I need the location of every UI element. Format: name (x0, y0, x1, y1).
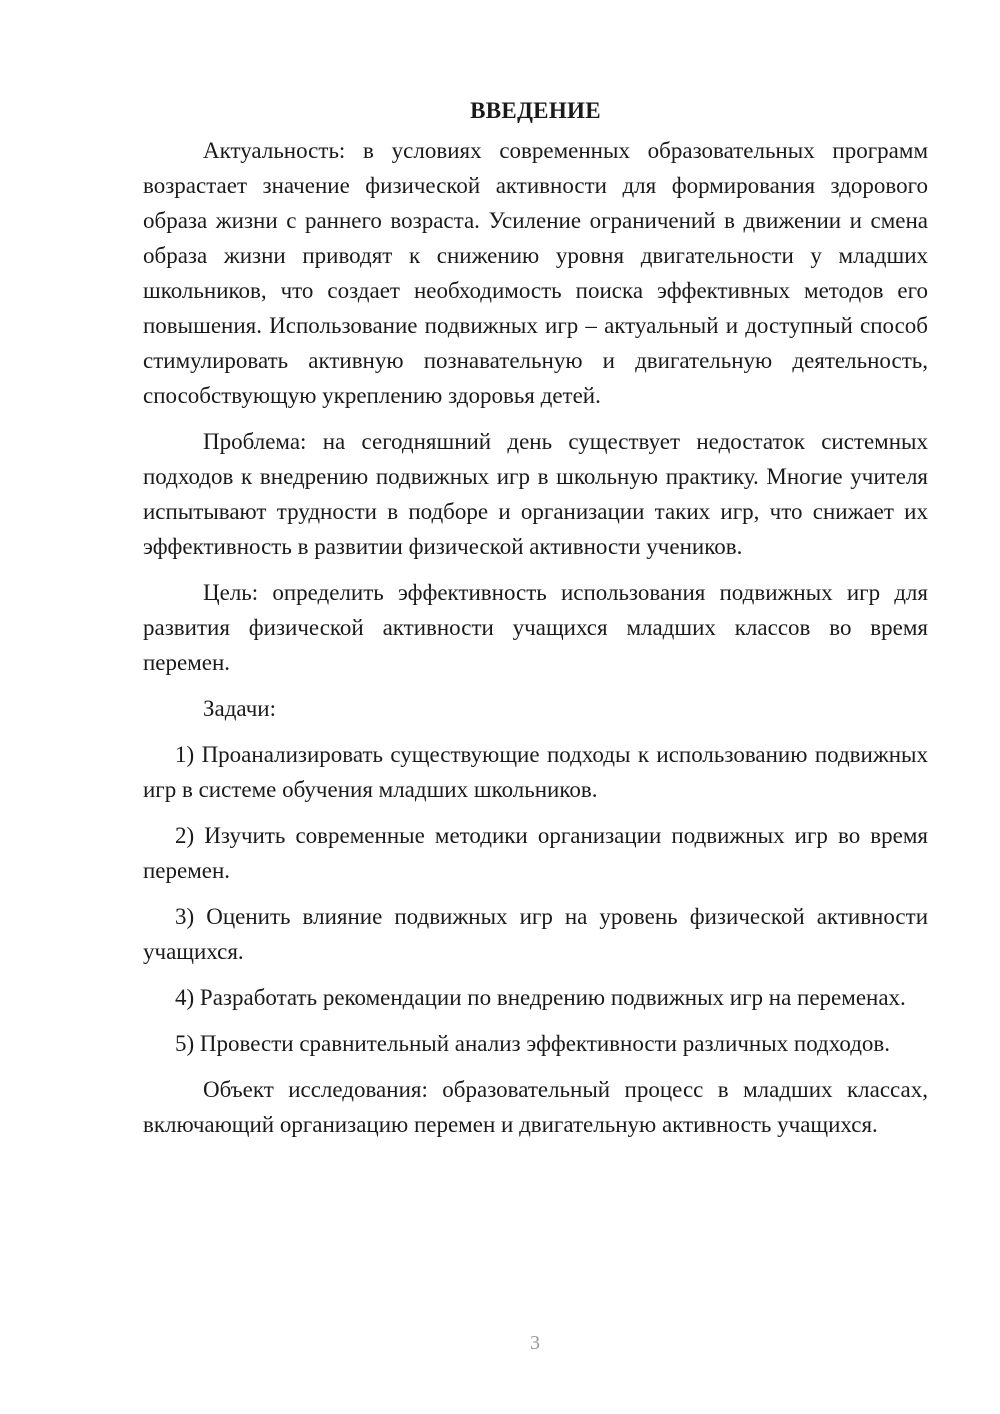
task-item: 2) Изучить современные методики организации подвижных игр во время перемен. (143, 823, 928, 883)
tasks-label: Задачи: (203, 696, 276, 721)
relevance-paragraph: Актуальность: в условиях современных образовательных программ возрастает значение физической активности для формирования здорового образа жизни с раннего возраста. Усиление ограничений в движении и смена образа жизни приводят к снижению уровня двигательности у младших школьников, что создает необходимость поиска эффективных методов его повышения. Использование подвижных игр – актуальный и доступный способ стимулировать активную познавательную и двигательную деятельность, способствующую укреплению здоровья детей. (143, 138, 928, 408)
task-item: 4) Разработать рекомендации по внедрению подвижных игр на переменах. (175, 985, 906, 1010)
research-object-paragraph: Объект исследования: образовательный процесс в младших классах, включающий организацию перемен и двигательную активность учащихся. (143, 1077, 928, 1137)
page-body (143, 96, 928, 1153)
problem-paragraph: Проблема: на сегодняшний день существует недостаток системных подходов к внедрению подвижных игр в школьную практику. Многие учителя испытывают трудности в подборе и организации таких игр, что снижает их эффективность в развитии физической активности учеников. (143, 429, 928, 559)
task-item: 5) Провести сравнительный анализ эффективности различных подходов. (175, 1031, 891, 1056)
page-title: ВВЕДЕНИЕ (470, 98, 601, 123)
task-item: 1) Проанализировать существующие подходы к использованию подвижных игр в системе обучения младших школьников. (143, 742, 928, 802)
page-number: 3 (530, 1332, 540, 1354)
goal-paragraph: Цель: определить эффективность использования подвижных игр для развития физической активности учащихся младших классов во время перемен. (143, 580, 928, 675)
task-item: 3) Оценить влияние подвижных игр на уровень физической активности учащихся. (143, 904, 928, 964)
tasks-list (143, 737, 928, 1061)
